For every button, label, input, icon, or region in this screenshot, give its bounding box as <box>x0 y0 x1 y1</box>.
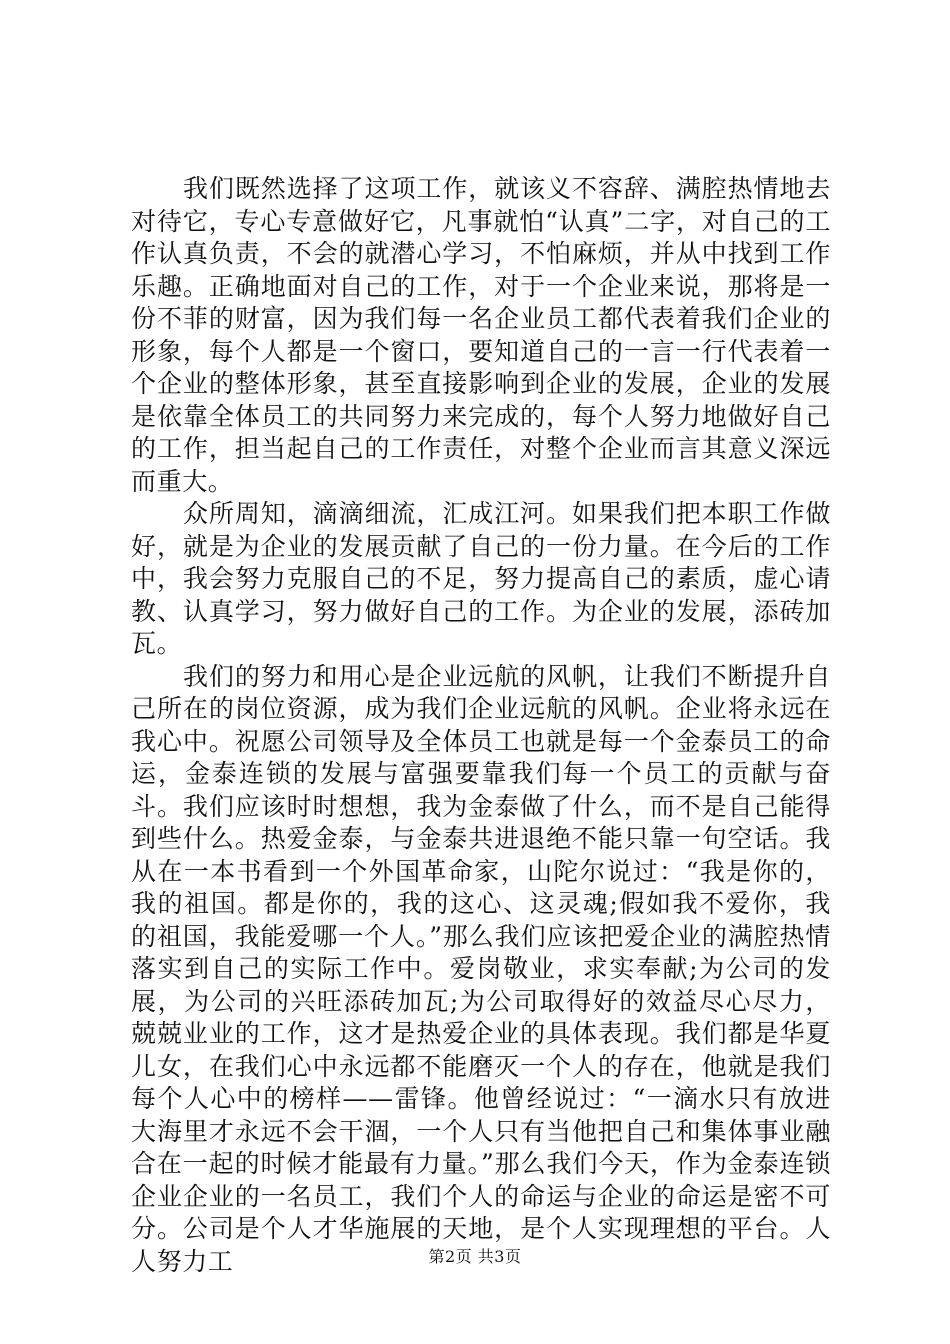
paragraph-1: 我们既然选择了这项工作，就该义不容辞、满腔热情地去对待它，专心专意做好它，凡事就怕“认真”二字，对自己的工作认真负责，不会的就潜心学习，不怕麻烦，并从中找到工作乐趣。正确地面对自己的工作，对于一个企业来说，那将是一份不菲的财富，因为我们每一名企业员工都代表着我们企业的形象，每个人都是一个窗口，要知道自己的一言一行代表着一个企业的整体形象，甚至直接影响到企业的发展，企业的发展是依靠全体员工的共同努力来完成的，每个人努力地做好自己的工作，担当起自己的工作责任，对整个企业而言其意义深远而重大。 <box>131 174 831 496</box>
document-body <box>131 173 831 1278</box>
paragraph-3: 我们的努力和用心是企业远航的风帆，让我们不断提升自己所在的岗位资源，成为我们企业远航的风帆。企业将永远在我心中。祝愿公司领导及全体员工也就是每一个金泰员工的命运，金泰连锁的发展与富强要靠我们每一个员工的贡献与奋斗。我们应该时时想想，我为金泰做了什么，而不是自己能得到些什么。热爱金泰，与金泰共进退绝不能只靠一句空话。我从在一本书看到一个外国革命家，山陀尔说过：“我是你的，我的祖国。都是你的，我的这心、这灵魂;假如我不爱你，我的祖国，我能爱哪一个人。”那么我们应该把爱企业的满腔热情落实到自己的实际工作中。爱岗敬业，求实奉献;为公司的发展，为公司的兴旺添砖加瓦;为公司取得好的效益尽心尽力，兢兢业业的工作，这才是热爱企业的具体表现。我们都是华夏儿女，在我们心中永远都不能磨灭一个人的存在，他就是我们每个人心中的榜样——雷锋。他曾经说过：“一滴水只有放进大海里才永远不会干涸，一个人只有当他把自己和集体事业融合在一起的时候才能最有力量。”那么我们今天，作为金泰连锁企业企业的一名员工，我们个人的命运与企业的命运是密不可分。公司是个人才华施展的天地，是个人实现理想的平台。人人努力工 <box>131 661 831 1276</box>
paragraph-2: 众所周知，滴滴细流，汇成江河。如果我们把本职工作做好，就是为企业的发展贡献了自己的一份力量。在今后的工作中，我会努力克服自己的不足，努力提高自己的素质，虚心请教、认真学习，努力做好自己的工作。为企业的发展，添砖加瓦。 <box>131 499 831 658</box>
page-footer: 第2页 共3页 <box>428 1247 522 1266</box>
